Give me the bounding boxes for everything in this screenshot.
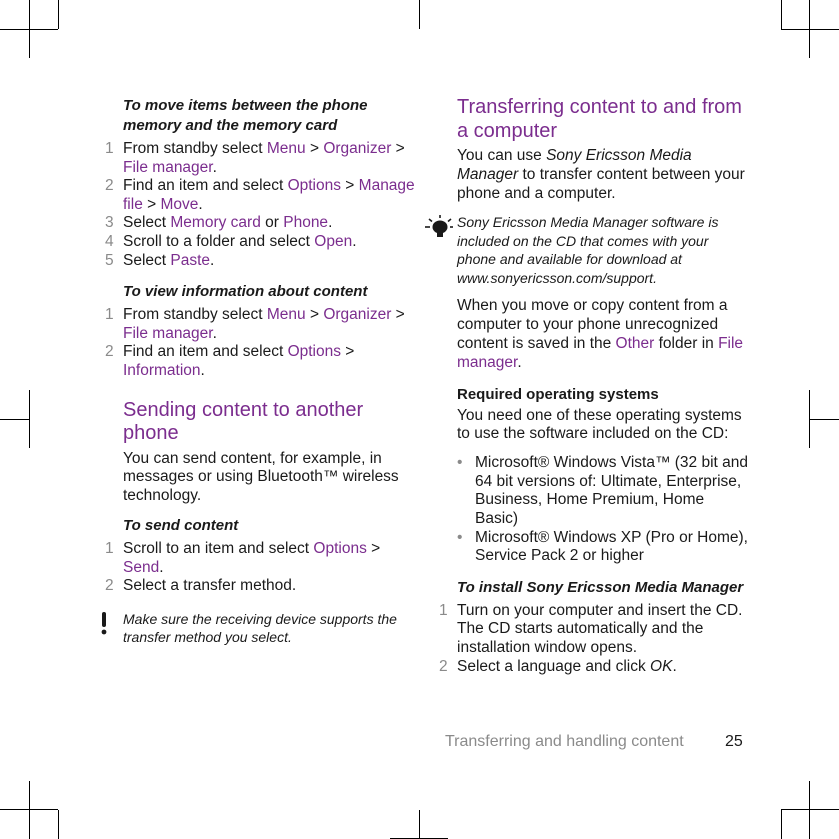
plain-text: >: [305, 306, 324, 324]
step-item: [105, 251, 415, 271]
step-item: [105, 140, 415, 177]
menu-path-text: Options: [287, 177, 341, 195]
tip-note: [457, 213, 749, 287]
menu-path-text: Memory card: [170, 214, 261, 232]
step-item: [439, 601, 749, 658]
required-os-body: You need one of these operating systems to use the software included on the CD:: [457, 406, 742, 443]
menu-path-text: Open: [314, 232, 353, 250]
crop-mark: [781, 0, 782, 29]
left-column: [105, 96, 415, 647]
menu-path-text: Other: [615, 334, 655, 352]
plain-text: .: [328, 214, 333, 232]
crop-mark: [29, 0, 30, 58]
menu-path-text: Manage file: [123, 177, 415, 213]
view-info-steps: [105, 306, 415, 380]
crop-mark: [58, 810, 59, 839]
step-item: [105, 306, 415, 343]
sending-content-body: You can send content, for example, in messages or using Bluetooth™ wireless technology.: [123, 449, 399, 505]
warning-note: [123, 610, 415, 647]
exclamation-icon: [89, 610, 119, 636]
footer-section-title: Transferring and handling content: [445, 733, 684, 750]
menu-path-text: File manager: [123, 324, 213, 342]
step-number: 1: [439, 601, 448, 619]
step-number: 2: [105, 343, 114, 361]
tip-note-text: Sony Ericsson Media Manager software is included on the CD that comes with your phone and available for download at www.sonyericsson.com/support.: [457, 214, 719, 286]
transfer-computer-body: [457, 147, 749, 203]
plain-text: .: [212, 158, 217, 176]
step-number: 1: [105, 140, 114, 157]
menu-path-text: Options: [313, 539, 367, 557]
plain-text: .: [200, 361, 205, 379]
step-item: [105, 214, 415, 233]
step-number: 3: [105, 214, 114, 232]
step-item: [105, 232, 415, 252]
plain-text: Scroll to an item and select: [123, 539, 314, 557]
menu-path-text: Organizer: [323, 140, 392, 157]
crop-mark: [781, 29, 839, 30]
plain-text: folder in: [654, 334, 719, 352]
plain-text: .: [210, 251, 215, 269]
move-items-steps: [105, 140, 415, 270]
lightbulb-icon: [423, 213, 453, 239]
crop-mark: [29, 781, 30, 839]
bullet-icon: •: [457, 528, 463, 546]
required-os-heading: Required operating systems: [457, 385, 659, 403]
menu-path-text: File manager: [457, 334, 744, 371]
crop-mark: [781, 809, 839, 810]
view-info-title: To view information about content: [123, 283, 368, 301]
plain-text: You can use: [457, 147, 547, 164]
crop-mark: [809, 0, 810, 58]
step-number: 1: [105, 539, 114, 557]
step-item: [439, 657, 749, 677]
crop-mark: [810, 419, 839, 420]
plain-text: .: [517, 353, 522, 371]
menu-path-text: File manager: [123, 158, 213, 176]
install-title: To install Sony Ericsson Media Manager: [457, 578, 744, 596]
warning-note-text: Make sure the receiving device supports the transfer method you select.: [123, 610, 397, 646]
plain-text: .: [352, 232, 357, 250]
plain-text: .: [198, 195, 203, 213]
crop-mark: [781, 810, 782, 839]
right-column: [439, 96, 749, 676]
install-steps: [439, 601, 749, 676]
step-number: 2: [105, 177, 114, 195]
crop-mark: [0, 419, 29, 420]
plain-text: .: [159, 558, 164, 576]
send-content-steps: [105, 539, 415, 596]
plain-text: >: [391, 306, 405, 324]
page-number: 25: [725, 733, 743, 750]
plain-text: Find an item and select: [123, 177, 288, 195]
crop-mark: [419, 0, 420, 29]
os-list-item: • Microsoft® Windows XP (Pro or Home), Service Pack 2 or higher: [457, 528, 748, 565]
bullet-icon: •: [457, 454, 463, 472]
plain-text: From standby select: [123, 140, 267, 157]
plain-text: From standby select: [123, 306, 267, 324]
menu-path-text: Menu: [266, 140, 306, 157]
plain-text: or: [260, 214, 284, 232]
step-item: [105, 539, 415, 577]
plain-text: >: [391, 140, 405, 157]
plain-text: >: [366, 539, 381, 557]
plain-text: Select a transfer method.: [123, 577, 297, 595]
step-number: 5: [105, 251, 114, 269]
plain-text: .: [672, 657, 677, 675]
plain-text: to transfer content between your phone and a computer.: [457, 165, 745, 202]
menu-path-text: Information: [123, 361, 201, 379]
plain-text: Select: [123, 214, 171, 232]
unrecognized-content-paragraph: [457, 297, 749, 372]
menu-path-text: Move: [160, 195, 199, 213]
plain-text: Turn on your computer and insert the CD. The CD starts automatically and the installation window opens.: [457, 601, 743, 656]
step-item: [105, 577, 415, 596]
menu-path-text: Phone: [283, 214, 329, 232]
plain-text: Scroll to a folder and select: [123, 232, 315, 250]
step-number: 2: [439, 657, 448, 675]
emphasis-text: Sony Ericsson Media Manager: [457, 147, 692, 183]
step-number: 4: [105, 232, 114, 250]
plain-text: .: [212, 324, 217, 342]
menu-path-text: Send: [123, 558, 160, 576]
step-number: 1: [105, 306, 114, 324]
menu-path-text: Paste: [170, 251, 211, 269]
transfer-computer-heading: Transferring content to and from a computer: [457, 96, 742, 142]
plain-text: When you move or copy content from a computer to your phone unrecognized content is saved in the: [457, 297, 728, 352]
step-item: [105, 343, 415, 380]
plain-text: >: [142, 195, 161, 213]
sending-content-heading: Sending content to another phone: [123, 398, 364, 445]
menu-path-text: Organizer: [323, 306, 392, 324]
plain-text: >: [305, 140, 324, 157]
send-content-title: To send content: [123, 516, 239, 534]
os-list-item: • Microsoft® Windows Vista™ (32 bit and 64 bit versions of: Ultimate, Enterprise, Business, Home Premium, Home Basic): [457, 454, 749, 527]
crop-mark: [58, 0, 59, 29]
plain-text: >: [340, 343, 355, 361]
step-number: 2: [105, 577, 114, 595]
menu-path-text: Options: [287, 343, 341, 361]
crop-mark: [419, 810, 420, 839]
plain-text: >: [340, 177, 359, 195]
plain-text: Find an item and select: [123, 343, 288, 361]
step-item: [105, 177, 415, 214]
required-os-list: [457, 454, 749, 566]
move-items-title: To move items between the phone memory and the memory card: [123, 97, 368, 134]
crop-mark: [809, 781, 810, 839]
crop-mark: [29, 390, 30, 448]
plain-text: Select: [123, 251, 171, 269]
crop-mark: [809, 390, 810, 448]
plain-text: Select a language and click: [457, 657, 651, 675]
menu-path-text: Menu: [266, 306, 306, 324]
emphasis-text: OK: [650, 657, 673, 675]
